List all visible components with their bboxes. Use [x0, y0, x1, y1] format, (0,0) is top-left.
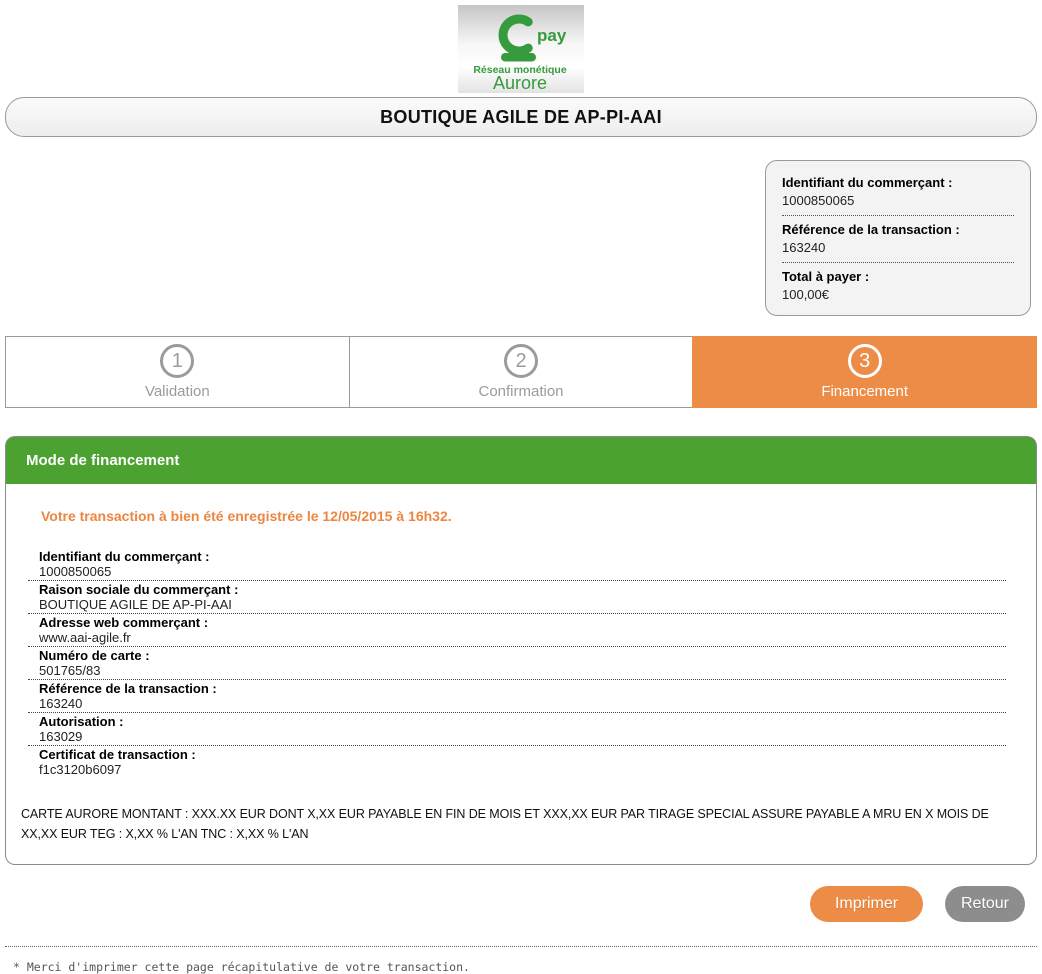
action-buttons: [5, 886, 1037, 922]
field-value: BOUTIQUE AGILE DE AP-PI-AAI: [39, 597, 232, 612]
field-label: Numéro de carte :: [39, 648, 150, 663]
panel-header: [5, 436, 1037, 484]
step-3-circle: 3: [848, 344, 882, 378]
summary-transaction-ref: [782, 221, 1014, 263]
logo-brand-text: Aurore: [492, 73, 548, 93]
field-merchant-name: [28, 581, 1006, 614]
step-confirmation: [349, 336, 694, 408]
merchant-title-bar: [5, 97, 1037, 137]
page-title: BOUTIQUE AGILE DE AP-PI-AAI: [380, 106, 662, 127]
step-3-label: Financement: [821, 383, 909, 400]
step-2-label: Confirmation: [478, 383, 564, 400]
field-label: Adresse web commerçant :: [39, 615, 209, 630]
step-1-circle: 1: [160, 344, 194, 378]
logo-container: [5, 5, 1037, 93]
merchant-id-label: Identifiant du commerçant :: [782, 175, 953, 190]
step-validation: [5, 336, 350, 408]
transaction-success-message: Votre transaction à bien été enregistrée le 12/05/2015 à 16h32.: [41, 508, 452, 524]
step-2-circle: 2: [504, 344, 538, 378]
logo-underline-bar: [501, 53, 536, 62]
field-value: f1c3120b6097: [39, 762, 122, 777]
field-card-number: [28, 647, 1006, 680]
field-transaction-certificate: [28, 746, 1006, 778]
footer-print-note: * Merci d'imprimer cette page récapitulative de votre transaction.: [13, 960, 470, 974]
financing-panel: [5, 436, 1037, 865]
cpay-aurore-logo: [458, 5, 584, 93]
transaction-ref-value: 163240: [782, 240, 826, 255]
field-label: Référence de la transaction :: [39, 681, 217, 696]
step-financement: [692, 336, 1037, 408]
summary-row: [5, 160, 1037, 316]
field-authorization: [28, 713, 1006, 746]
field-value: 1000850065: [39, 564, 112, 579]
field-value: www.aai-agile.fr: [39, 630, 131, 645]
field-label: Autorisation :: [39, 714, 124, 729]
field-value: 163029: [39, 729, 83, 744]
transaction-ref-label: Référence de la transaction :: [782, 222, 960, 237]
cpay-aurore-logo-icon: [458, 5, 584, 93]
aurore-financing-terms: CARTE AURORE MONTANT : XXX.XX EUR DONT X,XX EUR PAYABLE EN FIN DE MOIS ET XXX,XX EUR PAR TIRAGE SPECIAL ASSURE PAYABLE A MRU EN X MOIS DE XX,XX EUR TEG : X,XX % L'AN TNC : X,XX % L'AN: [21, 807, 989, 841]
transaction-details-list: [28, 548, 1006, 778]
payment-page: [0, 5, 1042, 974]
field-value: 501765/83: [39, 663, 101, 678]
field-value: 163240: [39, 696, 83, 711]
summary-total: [782, 268, 1014, 304]
step-1-label: Validation: [144, 383, 210, 400]
summary-merchant-id: [782, 174, 1014, 216]
field-transaction-ref: [28, 680, 1006, 713]
panel-title: Mode de financement: [26, 452, 180, 469]
field-label: Raison sociale du commerçant :: [39, 582, 239, 597]
print-button[interactable]: Imprimer: [810, 886, 923, 922]
checkout-steps: [5, 336, 1037, 408]
merchant-id-value: 1000850065: [782, 193, 855, 208]
logo-network-text: Réseau monétique: [473, 64, 567, 76]
total-label: Total à payer :: [782, 269, 870, 284]
field-merchant-id: [28, 548, 1006, 581]
logo-pay-text: pay: [537, 26, 567, 45]
transaction-summary-box: [765, 160, 1031, 316]
field-merchant-website: [28, 614, 1006, 647]
footer-separator: [5, 946, 1037, 947]
panel-body: [5, 484, 1037, 865]
field-label: Certificat de transaction :: [39, 747, 196, 762]
total-value: 100,00€: [782, 287, 829, 302]
back-button[interactable]: Retour: [945, 886, 1025, 922]
field-label: Identifiant du commerçant :: [39, 549, 210, 564]
